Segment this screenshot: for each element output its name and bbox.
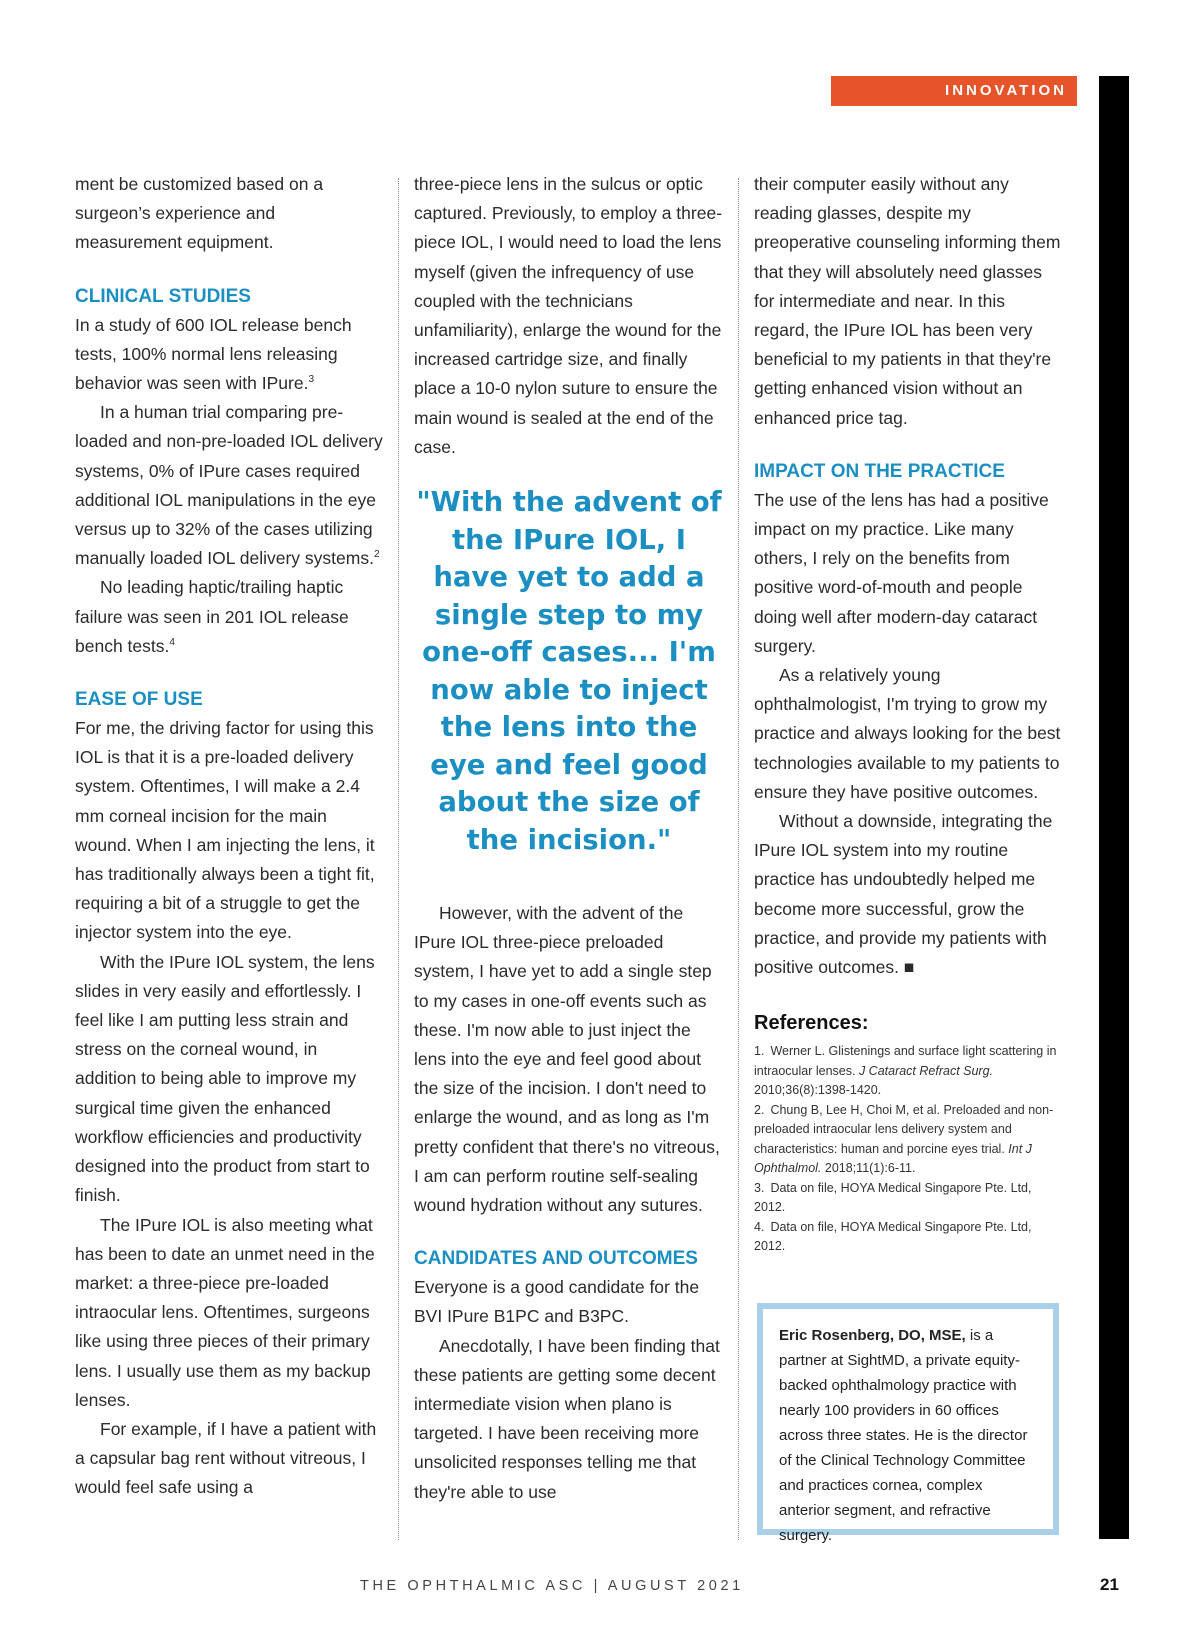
citation-superscript: 3 (308, 374, 315, 386)
article-column-2 (414, 170, 724, 1507)
paragraph: Everyone is a good candidate for the BVI IPure B1PC and B3PC. (414, 1277, 700, 1327)
paragraph: However, with the advent of the IPure IOL three-piece preloaded system, I have yet to add a single step to my cases in one-off events such as these. I'm now able to just inject the lens into the eye and feel good about the size of the incision. I don't need to enlarge the wound, and as long as I'm pretty confident that there's no vitreous, I am can perform routine self-sealing wound hydration without any sutures. (414, 903, 720, 1216)
paragraph: In a human trial comparing pre-loaded and non-pre-loaded IOL delivery systems, 0% of IPure cases required additional IOL manipulations in the eye versus up to 32% of the cases utilizing manually loaded IOL delivery systems.$^2$ (75, 402, 383, 569)
references-heading: References: (754, 1012, 869, 1035)
paragraph: ment be customized based on a surgeon’s experience and measurement equipment. (75, 174, 324, 253)
author-name: Eric Rosenberg, DO, MSE, (779, 1327, 966, 1344)
section-tag: INNOVATION (831, 76, 1077, 106)
paragraph: The IPure IOL is also meeting what has been to date an unmet need in the market: a three-piece pre-loaded intraocular lens. Oftentimes, surgeons like using three pieces of their primary lens. I usually use them as my backup lenses. (75, 1214, 375, 1410)
section-heading-candidates-and-outcomes: CANDIDATES AND OUTCOMES (414, 1248, 698, 1270)
author-bio-text: is a partner at SightMD, a private equity-backed ophthalmology practice with nearly 100 providers in 60 offices across three states. He is the director of the Clinical Technology Committee and practices cornea, complex anterior segment, and refractive surgery. (779, 1327, 1028, 1544)
section-heading-ease-of-use: EASE OF USE (75, 689, 203, 711)
page-edge-bar (1099, 76, 1129, 1539)
paragraph: their computer easily without any reading glasses, despite my preoperative counseling informing them that they will absolutely need glasses for intermediate and near. In this regard, the IPure IOL has been very beneficial to my patients in that they're getting enhanced vision without an enhanced price tag. (754, 174, 1061, 428)
column-divider (738, 178, 739, 1540)
section-heading-clinical-studies: CLINICAL STUDIES (75, 285, 251, 307)
reference-item: 3. Data on file, HOYA Medical Singapore Pte. Ltd, 2012. (754, 1180, 1032, 1215)
paragraph: Anecdotally, I have been finding that these patients are getting some decent intermediate vision when plano is targeted. I have been receiving more unsolicited responses telling me that they're able to use (414, 1335, 720, 1502)
citation-superscript: 4 (169, 637, 175, 649)
reference-item: 1. Werner L. Glistenings and surface light scattering in intraocular lenses. J Cataract Refract Surg. 2010;36(8):1398-1420. (754, 1044, 1057, 1098)
article-column-1 (75, 170, 383, 1503)
article-column-3 (754, 170, 1064, 1257)
paragraph: three-piece lens in the sulcus or optic captured. Previously, to employ a three-piece IOL, I would need to load the lens myself (given the infrequency of use coupled with the technicians unfamiliarity), enlarge the wound for the increased cartridge size, and finally place a 10-0 nylon suture to ensure the main wound is sealed at the end of the case. (414, 174, 723, 457)
column-divider (398, 178, 399, 1540)
paragraph: In a study of 600 IOL release bench tests, 100% normal lens releasing behavior was seen with IPure.$^3$ (75, 314, 352, 394)
publication-footer: THE OPHTHALMIC ASC | AUGUST 2021 (360, 1578, 744, 1594)
reference-item: 2. Chung B, Lee H, Choi M, et al. Preloaded and non-preloaded intraocular lens delivery system and characteristics: human and porcine eyes trial. Int J Ophthalmol. 2018;11(1):6-11. (754, 1102, 1054, 1176)
section-heading-impact-on-the-practice: IMPACT ON THE PRACTICE (754, 460, 1005, 482)
pull-quote: "With the advent of the IPure IOL, I have yet to add a single step to my one-off cases... I'm now able to inject the lens into the eye and feel good about the size of the incision." (416, 486, 722, 856)
paragraph: As a relatively young ophthalmologist, I'm trying to grow my practice and always looking for the best technologies available to my patients to ensure they have positive outcomes. (754, 665, 1061, 802)
paragraph: The use of the lens has had a positive impact on my practice. Like many others, I rely on the benefits from positive word-of-mouth and people doing well after modern-day cataract surgery. (754, 489, 1049, 656)
citation-superscript: 2 (373, 549, 380, 561)
paragraph: For example, if I have a patient with a capsular bag rent without vitreous, I would feel safe using a (75, 1418, 377, 1498)
paragraph: For me, the driving factor for using this IOL is that it is a pre-loaded delivery system. Oftentimes, I will make a 2.4 mm corneal incision for the main wound. When I am injecting the lens, it has traditionally always been a tight fit, requiring a bit of a struggle to get the injector system into the eye. (75, 718, 375, 943)
author-bio-box (757, 1303, 1059, 1544)
page-number: 21 (1100, 1575, 1119, 1594)
paragraph: No leading haptic/trailing haptic failure was seen in 201 IOL release bench tests.$^4$ (75, 577, 349, 656)
paragraph: With the IPure IOL system, the lens slides in very easily and effortlessly. I feel like I am putting less strain and stress on the corneal wound, in addition to being able to improve my surgical time given the enhanced workflow efficiencies and productivity designed into the product from start to finish. (75, 951, 375, 1206)
reference-item: 4. Data on file, HOYA Medical Singapore Pte. Ltd, 2012. (754, 1219, 1032, 1254)
paragraph: Without a downside, integrating the IPure IOL system into my routine practice has undoubtedly helped me become more successful, grow the practice, and provide my patients with positive outcomes. ■ (754, 811, 1053, 978)
